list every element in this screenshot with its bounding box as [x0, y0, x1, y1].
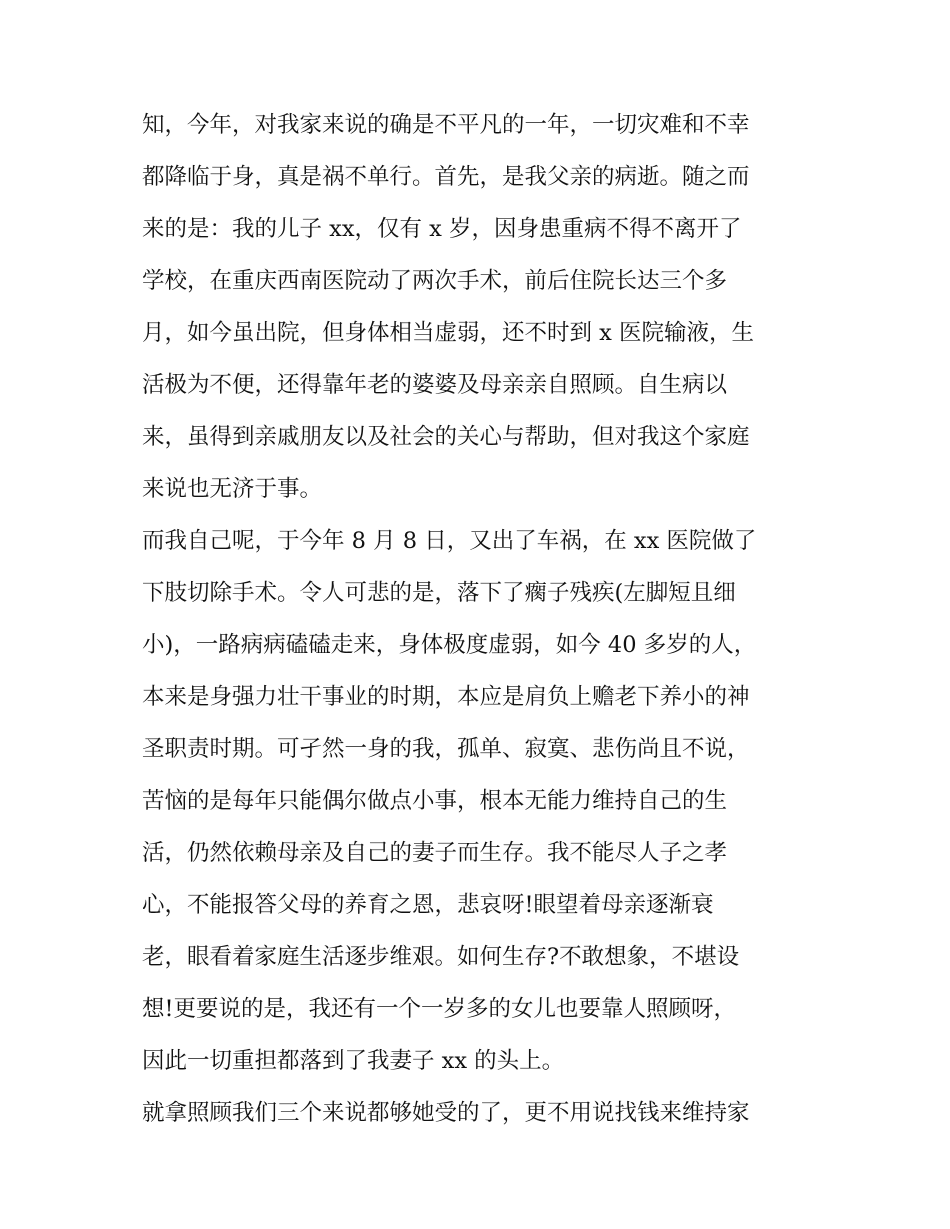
- text-line: 都降临于身，真是祸不单行。首先，是我父亲的病逝。随之而: [142, 164, 750, 190]
- text-line: 活，仍然依赖母亲及自己的妻子而生存。我不能尽人子之孝: [142, 840, 728, 866]
- text-line: 知，今年，对我家来说的确是不平凡的一年，一切灾难和不幸: [142, 112, 750, 138]
- text-line: 来，虽得到亲戚朋友以及社会的关心与帮助，但对我这个家庭: [142, 424, 750, 450]
- text-line: 来说也无济于事。: [142, 476, 323, 502]
- document-body: [142, 104, 822, 1144]
- text-line: 学校，在重庆西南医院动了两次手术，前后住院长达三个多: [142, 268, 728, 294]
- text-line: 心，不能报答父母的养育之恩，悲哀呀!眼望着母亲逐渐衰: [142, 892, 714, 918]
- text-line: 下肢切除手术。令人可悲的是，落下了瘸子残疾(左脚短且细: [142, 580, 736, 606]
- text-line: 圣职责时期。可孑然一身的我，孤单、寂寞、悲伤尚且不说，: [142, 736, 750, 762]
- text-line: 想!更要说的是，我还有一个一岁多的女儿也要靠人照顾呀，: [142, 996, 737, 1022]
- text-line: 就拿照顾我们三个来说都够她受的了，更不用说找钱来维持家: [142, 1100, 750, 1126]
- text-line: 小)，一路病病磕磕走来，身体极度虚弱，如今 40 多岁的人，: [142, 632, 757, 658]
- text-line: 月，如今虽出院，但身体相当虚弱，还不时到 x 医院输液，生: [142, 320, 754, 346]
- text-line: 因此一切重担都落到了我妻子 xx 的头上。: [142, 1048, 565, 1074]
- text-line: 本来是身强力壮干事业的时期，本应是肩负上赡老下养小的神: [142, 684, 750, 710]
- text-line: 苦恼的是每年只能偶尔做点小事，根本无能力维持自己的生: [142, 788, 728, 814]
- text-line: 老，眼看着家庭生活逐步维艰。如何生存?不敢想象，不堪设: [142, 944, 740, 970]
- text-line: 来的是：我的儿子 xx，仅有 x 岁，因身患重病不得不离开了: [142, 216, 742, 242]
- text-line: 活极为不便，还得靠年老的婆婆及母亲亲自照顾。自生病以: [142, 372, 728, 398]
- text-line: 而我自己呢，于今年 8 月 8 日，又出了车祸，在 xx 医院做了: [142, 528, 757, 554]
